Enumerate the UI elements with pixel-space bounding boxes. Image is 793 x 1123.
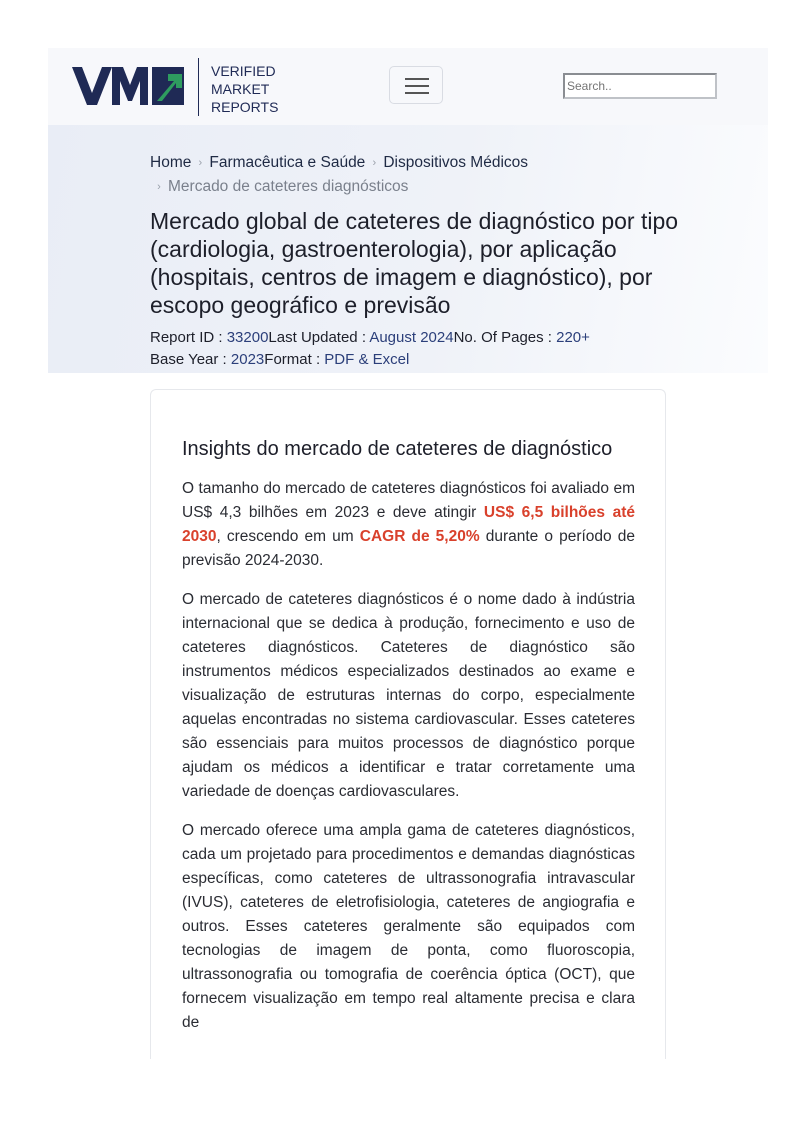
logo-divider [198, 58, 199, 116]
last-updated-label: Last Updated : [268, 329, 370, 346]
hamburger-icon-bar [405, 85, 429, 87]
last-updated-value: August 2024 [369, 329, 454, 346]
logo-line-3: REPORTS [211, 99, 279, 115]
chevron-right-icon: › [198, 157, 203, 169]
breadcrumb-subcategory[interactable]: Dispositivos Médicos [383, 154, 529, 171]
format-value: PDF & Excel [324, 351, 410, 368]
base-year-label: Base Year : [150, 351, 231, 368]
insights-heading: Insights do mercado de cateteres de diagnóstico [182, 438, 613, 460]
menu-toggle-button[interactable] [389, 66, 443, 104]
vmr-logo-mark [72, 67, 184, 107]
breadcrumb-home[interactable]: Home [150, 154, 192, 171]
site-header [48, 48, 768, 126]
report-id-label: Report ID : [150, 329, 227, 346]
insights-paragraph-2: O mercado de cateteres diagnósticos é o nome dado à indústria internacional que se dedica à produção, fornecimento e uso de cateteres diagnósticos. Cateteres de diagnóstico são instrumentos médicos especializados destinados ao exame e visualização de estruturas internas do corpo, especialmente aquelas encontradas no sistema cardiovascular. Esses cateteres são essenciais para muitos processos de diagnóstico porque ajudam os médicos a identificar e tratar corretamente uma variedade de doenças cardiovasculares. [182, 591, 635, 800]
page-title: Mercado global de cateteres de diagnóstico por tipo (cardiologia, gastroenterologia), por aplicação (hospitais, centros de imagem e diagnóstico), por escopo geográfico e previsão [150, 208, 679, 318]
hamburger-icon-bar [405, 92, 429, 94]
logo[interactable] [72, 58, 282, 116]
p1-text-c: durante o período de previsão 2024-2030. [182, 528, 636, 569]
base-year-value: 2023 [230, 351, 265, 368]
insights-card [150, 389, 666, 1059]
format-label: Format : [264, 351, 325, 368]
p1-text-a: O tamanho do mercado de cateteres diagnósticos foi avaliado em US$ 4,3 bilhões em 2023 e deve atingir [182, 480, 635, 521]
cagr-highlight: CAGR de 5,20% [359, 528, 480, 545]
search-input[interactable] [563, 73, 717, 99]
chevron-right-icon: › [372, 157, 377, 169]
p1-text-b: , crescendo em um [216, 528, 360, 545]
report-id-value: 33200 [226, 329, 269, 346]
breadcrumb [150, 151, 650, 199]
logo-line-2: MARKET [211, 81, 270, 97]
insights-paragraph-1 [182, 477, 635, 573]
pages-value: 220+ [556, 329, 590, 346]
logo-line-1: VERIFIED [211, 63, 276, 79]
report-meta-line-2 [150, 349, 590, 371]
hamburger-icon [405, 78, 429, 80]
report-meta-line-1 [150, 327, 590, 349]
pages-label: No. Of Pages : [453, 329, 557, 346]
report-hero [48, 125, 768, 373]
chevron-right-icon: › [157, 181, 161, 193]
report-meta [150, 327, 590, 371]
breadcrumb-category[interactable]: Farmacêutica e Saúde [209, 154, 366, 171]
insights-paragraph-3: O mercado oferece uma ampla gama de cateteres diagnósticos, cada um projetado para procedimentos e demandas diagnósticas específicas, como cateteres de ultrassonografia intravascular (IVUS), cateteres de eletrofisiologia, cateteres de angiografia e outros. Esses cateteres geralmente são equipados com tecnologias de imagem de ponta, como fluoroscopia, ultrassonografia ou tomografia de coerência óptica (OCT), que fornecem visualização em tempo real altamente precisa e clara de [182, 822, 635, 1031]
market-value-highlight: US$ 6,5 bilhões até 2030 [182, 504, 635, 545]
breadcrumb-current: Mercado de cateteres diagnósticos [168, 178, 409, 195]
logo-wordmark [211, 62, 278, 116]
insights-body [182, 477, 635, 1050]
